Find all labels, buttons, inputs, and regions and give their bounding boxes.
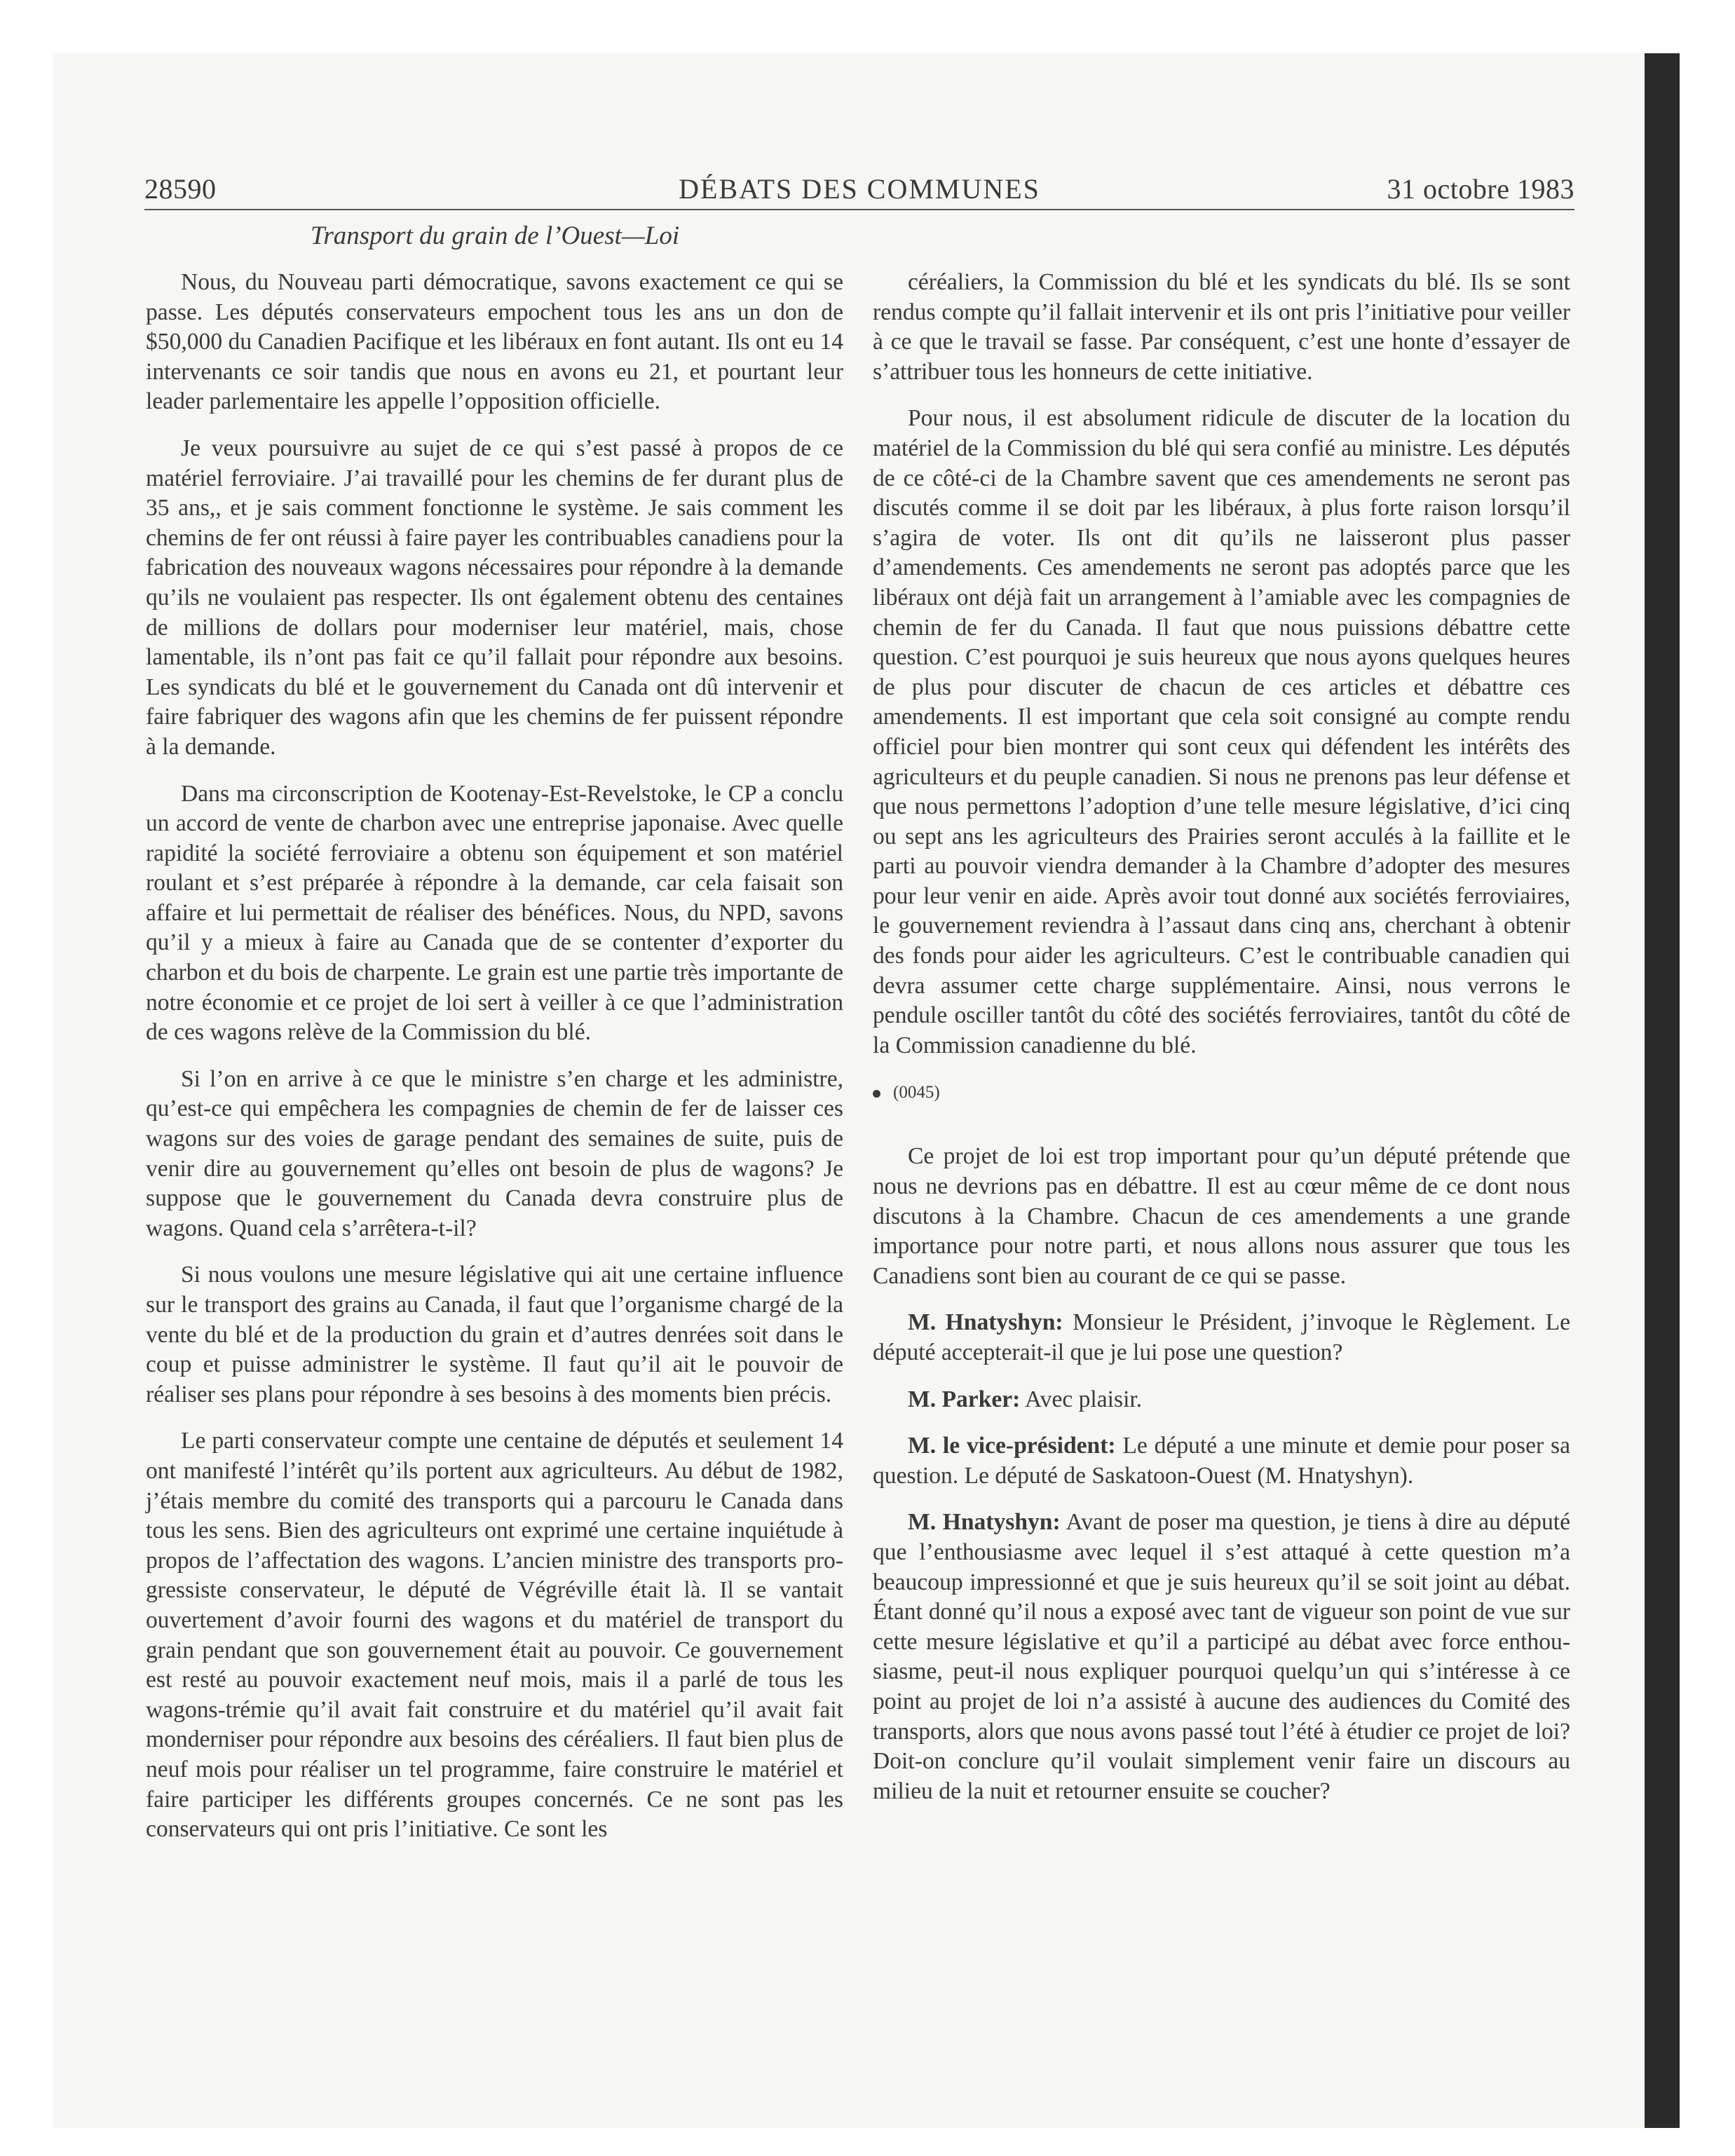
page-header (144, 170, 1574, 210)
paragraph: Le parti conservateur compte une centaine de députés et seulement 14 ont manifesté l’intérêt qu’ils portent aux agriculteurs. Au début de 1982, j’étais membre du comité des transports qui a parcouru le Canada dans tous les sens. Bien des agriculteurs ont exprimé une certaine inquiétude à propos de l’affectation des wagons. L’ancien ministre des transports progressiste conservateur, le député de Végréville était là. Il se vantait ouvertement d’avoir fourni des wagons et du matériel de transport du grain pendant que son gouvernement était au pouvoir. Ce gouvernement est resté au pouvoir exactement neuf mois, mais il a parlé de tous les wagons-trémie qu’il avait fait construire et du matériel qu’il avait fait monderniser pour répondre aux besoins des céréaliers. Il faut bien plus de neuf mois pour réaliser un tel programme, faire construire le matériel et faire participer les différents groupes concernés. Ce ne sont pas les conservateurs qui ont pris l’initiative. Ce sont les (146, 1428, 843, 1843)
paragraph: Si l’on en arrive à ce que le ministre s’en charge et les administre, qu’est-ce qui empêchera les compagnies de chemin de fer de laisser ces wagons sur des voies de garage pendant des semaines de suite, puis de venir dire au gouvernement qu’elles ont besoin de plus de wagons? Je suppose que le gouvernement du Canada devra construire plus de wagons. Quand cela s’arrêtera-t-il? (146, 1065, 843, 1241)
journal-title: DÉBATS DES COMMUNES (679, 173, 1040, 205)
right-column (873, 268, 1570, 1823)
page-number: 28590 (144, 173, 217, 205)
paragraph (873, 1508, 1570, 1806)
time-marker (873, 1079, 1570, 1107)
speaker-name: M. Parker: (908, 1386, 1021, 1412)
time-marker-label: (0045) (893, 1083, 940, 1103)
section-subtitle: Transport du grain de l’Ouest—Loi (310, 221, 680, 250)
scan-edge-bar (1645, 53, 1680, 2128)
publication-date: 31 octobre 1983 (1387, 173, 1574, 205)
paragraph: céréaliers, la Commission du blé et les syndicats du blé. Ils se sont rendus compte qu’il fallait intervenir et ils ont pris l’initiative pour veiller à ce que le travail se fasse. Par conséquent, c’est une honte d’essayer de s’attribuer tous les honneurs de cette initiative. (873, 269, 1570, 385)
paragraph: Nous, du Nouveau parti démocratique, savons exactement ce qui se passe. Les députés conservateurs empochent tous les ans un don de $50,000 du Canadien Pacifique et les libéraux en font autant. Ils ont eu 14 intervenants ce soir tandis que nous en avons eu 21, et pourtant leur leader parlementaire les appelle l’opposition officielle. (146, 269, 843, 415)
speech-text: Le député a une minute et demie pour poser sa question. Le député de Saskatoon-Ouest (M. Hnatyshyn). (873, 1433, 1570, 1489)
paragraph (873, 1385, 1570, 1415)
paragraph (873, 1431, 1570, 1491)
speech-text: Avec plaisir. (1020, 1386, 1143, 1412)
speech-text: Ce projet de loi est trop important pour qu’un député prétende que nous ne devrions pas en débattre. Il est au cœur même de ce dont nous discutons à la Chambre. Chacun de ces amendements a une grande importance pour notre parti, et nous allons nous assurer que tous les Canadiens sont bien au courant de ce qui se passe. (873, 1143, 1570, 1289)
speaker-name: M. Hnatyshyn: (908, 1509, 1061, 1536)
left-column (146, 268, 843, 1862)
paragraph: Si nous voulons une mesure législative qui ait une certaine influence sur le transport des grains au Canada, il faut que l’organisme chargé de la vente du blé et de la production du grain et d’autres denrées soit dans le coup et puisse administrer le système. Il faut qu’il ait le pouvoir de réaliser ses plans pour répondre à ses besoins à des moments bien précis. (146, 1262, 843, 1407)
speech-text: Avant de poser ma question, je tiens à dire au député que l’enthousiasme avec lequel il s’est attaqué à cette question m’a beaucoup impressionné et que je suis heureux qu’il se soit joint au débat. Étant donné qu’il nous a exposé avec tant de vigueur son point de vue sur cette mesure législative et qu’il a participé au débat avec force enthousiasme, peut-il nous expliquer pourquoi quelqu’un qui s’intéresse à ce point au projet de loi n’a assisté à aucune des audiences du Comité des transports, alors que nous avons passé tout l’été à étudier ce projet de loi? Doit-on conclure qu’il voulait simplement venir faire un discours au milieu de la nuit et retourner ensuite se coucher? (873, 1509, 1570, 1804)
paragraph: Dans ma circonscription de Kootenay-Est-Revelstoke, le CP a conclu un accord de vente de charbon avec une entreprise japonaise. Avec quelle rapidité la société ferroviaire a obtenu son équipement et son matériel roulant et s’est préparée à répondre à la demande, car cela faisait son affaire et lui permettait de réaliser des bénéfices. Nous, du NPD, savons qu’il y a mieux à faire au Canada que de se contenter d’exporter du charbon et du bois de charpente. Le grain est une partie très importante de notre économie et ce projet de loi sert à veiller à ce que l’administration de ces wagons relève de la Commission du blé. (146, 780, 843, 1046)
speech-text: Monsieur le Président, j’invoque le Règlement. Le député accepterait-il que je lui pose une question? (873, 1309, 1570, 1365)
speaker-name: M. Hnatyshyn: (908, 1309, 1063, 1336)
paragraph (873, 1308, 1570, 1367)
bullet-icon (873, 1090, 880, 1098)
paragraph: Je veux poursuivre au sujet de ce qui s’est passé à propos de ce matériel ferroviaire. J’ai travaillé pour les chemins de fer durant plus de 35 ans,, et je sais comment fonctionne le système. Je sais comment les chemins de fer ont réussi à faire payer les contribuables canadiens pour la fabrication des nouveaux wagons nécessaires pour répondre à la demande qu’ils ne voulaient pas respecter. Ils ont également obtenu des centaines de millions de dollars pour moderniser leur matériel, mais, chose lamentable, ils n’ont pas fait ce qu’il fallait pour répondre aux besoins. Les syndicats du blé et le gouvernement du Canada ont dû intervenir et faire fabriquer des wagons afin que les chemins de fer puissent répondre à la demande. (146, 435, 843, 760)
paragraph: Pour nous, il est absolument ridicule de discuter de la location du matériel de la Commission du blé qui sera confié au ministre. Les députés de ce côté-ci de la Chambre savent que ces amendements ne seront pas discutés comme il se doit par les libéraux, à plus forte raison lorsqu’il s’agira de voter. Ils ont dit qu’ils ne laisseront plus passer d’amendements. Ces amendements ne seront pas adoptés parce que les libéraux ont déjà fait un arrangement à l’amiable avec les compagnies de chemin de fer du Canada. Il faut que nous puissions débattre cette question. C’est pourquoi je suis heureux que nous ayons quelques heures de plus pour discuter de chacun de ces articles et débattre ces amendements. Il est important que cela soit consigné au compte rendu officiel pour bien montrer qui sont ceux qui défendent les intérêts des agriculteurs et du peuple canadien. Si nous ne prenons pas leur défense et que nous permettons l’adoption d’une telle mesure législative, d’ici cinq ou sept ans les agriculteurs des Prairies seront acculés à la faillite et le parti au pouvoir viendra demander à la Chambre d’adopter des mesures pour leur venir en aide. Après avoir tout donné aux sociétés ferroviaires, le gouvernement reviendra à l’assaut dans cinq ans, cherchant à obtenir des fonds pour aider les agriculteurs. C’est le contribuable canadien qui devra assumer cette charge supplémentaire. Ainsi, nous verrons le pendule osciller tantôt du côté des sociétés ferroviaires, tantôt du côté de la Commission canadienne du blé. (873, 405, 1570, 1058)
paragraph (873, 1142, 1570, 1291)
speaker-name: M. le vice-président: (908, 1433, 1116, 1459)
